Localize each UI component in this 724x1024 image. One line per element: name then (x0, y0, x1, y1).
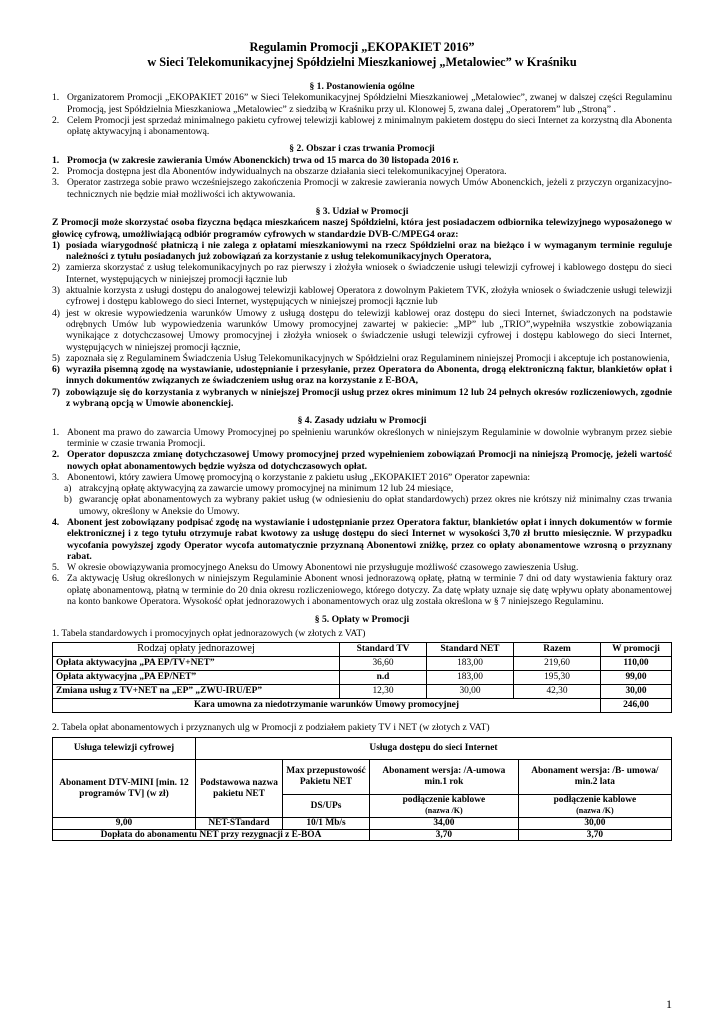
table-cell: 36,60 (340, 656, 427, 670)
table-cell: n.d (340, 670, 427, 684)
table-cell: NET-STandard (196, 817, 283, 829)
section-1-list (52, 92, 672, 137)
table-1-caption: 1. Tabela standardowych i promocyjnych opłat jednorazowych (w złotych z VAT) (52, 627, 366, 639)
section-1-heading: § 1. Postanowienia ogólne (309, 81, 415, 92)
table-header: Max przepustowość Pakietu NET (283, 760, 370, 795)
list-item: 3) aktualnie korzysta z usługi dostępu do analogowej telewizji kablowej Operatora z dowolnym Pakietem TVK, złożyła wniosek o świadczenie usługi telewizji cyfrowej i dostępu kablowego do sieci Internet, występujących w niniejszej promocji łącznie lub (52, 285, 672, 308)
table-cell: 42,30 (514, 684, 601, 698)
list-item: 3. Abonentowi, który zawiera Umowę promocyjną o korzystanie z pakietu usług „EKOPAKIET 2016” Operator zapewnia: (52, 471, 531, 483)
table-header: DS/UPs (283, 795, 370, 818)
table-row (53, 670, 672, 684)
list-item: 5. W okresie obowiązywania promocyjnego Aneksu do Umowy Abonentowi nie przysługuje możliwość czasowego zawieszenia Usług. (52, 562, 579, 574)
table-header: Usługa dostępu do sieci Internet (196, 738, 672, 760)
table-header: Abonament wersja: /B- umowa/ min.2 lata (518, 760, 671, 795)
table-cell: Opłata aktywacyjna „PA EP/TV+NET” (53, 656, 340, 670)
table-cell: 183,00 (427, 670, 514, 684)
list-item: 1) posiada wiarygodność płatniczą i nie zalega z opłatami mieszkaniowymi na rzecz Spółdzielni oraz na bieżąco i w wymaganym terminie reguluje należności z tytułu posiadanych już zobowiązań za korzystanie z usług telekomunikacyjnych Operatora, (52, 239, 672, 263)
table-cell: 30,00 (601, 684, 672, 698)
sub-item: a) atrakcyjną opłatę aktywacyjną za zawarcie umowy promocyjnej na minimum 12 lub 24 miesiące, (64, 483, 454, 495)
table-row (53, 656, 672, 670)
document-title: Regulamin Promocji „EKOPAKIET 2016” (249, 40, 475, 54)
list-item: 5) zapoznała się z Regulaminem Świadczenia Usług Telekomunikacyjnych w Spółdzielni oraz Regulaminem niniejszej Promocji i akceptuje ich postanowienia, (52, 352, 670, 364)
table-cell: 219,60 (514, 656, 601, 670)
list-item: 3. Operator zastrzega sobie prawo wcześniejszego zakończenia Promocji w zakresie zawierania nowych Umów Abonenckich, jeżeli z przyczyn organizacyjno-technicznych nie będzie miał możliwości ich aktywowania. (52, 177, 672, 200)
list-item: 6) wyraziła pisemną zgodę na wystawianie, udostępnianie i przesyłanie, przez Operatora do Abonenta, drogą elektroniczną faktur, blankietów opłat i innych dokumentów związanych ze świadczeniem usług oraz na korzystanie z E-BOA, (52, 364, 672, 387)
document-subtitle: w Sieci Telekomunikacyjnej Spółdzielni Mieszkaniowej „Metalowiec” w Kraśniku (147, 55, 577, 69)
table-header: Abonament DTV-MINI [min. 12 programów TV] (w zł) (53, 760, 196, 818)
table-header: Podstawowa nazwa pakietu NET (196, 760, 283, 818)
table-cell: 30,00 (518, 817, 671, 829)
sub-item: b) gwarancję opłat abonamentowych za wybrany pakiet usług (w odniesieniu do opłat standardowych) przez okres nie krótszy niż minimalny czas trwania umowy, określony w Aneksie do Umowy. (64, 494, 672, 517)
table-cell: 246,00 (601, 698, 672, 712)
section-3-intro: Z Promocji może skorzystać osoba fizyczna będąca mieszkańcem naszej Spółdzielni, która jest posiadaczem odbiornika telewizyjnego wyposażonego w głowicę cyfrową, umożliwiającą odbiór programów cyfrowych w standardzie DVB-C/MPEG4 oraz: (52, 217, 672, 240)
table-cell: 9,00 (53, 817, 196, 829)
section-3-heading: § 3. Udział w Promocji (315, 205, 409, 217)
table-header: Standard TV (340, 642, 427, 656)
table-2-caption: 2. Tabela opłat abonamentowych i przyznanych ulg w Promocji z podziałem pakiety TV i NET (w złotych z VAT) (52, 721, 490, 733)
table-cell: 99,00 (601, 670, 672, 684)
table-cell: 3,70 (518, 829, 671, 841)
table-cell: 12,30 (340, 684, 427, 698)
table-cell: Zmiana usług z TV+NET na „EP” „ZWU-IRU/EP” (53, 684, 340, 698)
list-item: 2. Operator dopuszcza zmianę dotychczasowej Umowy promocyjnej przed wypełnieniem zobowiązań Promocji na niniejszą Promocję, jeżeli wartość nowych opłat abonamentowych będzie wyższa od dotychczasowych opłat. (52, 449, 672, 472)
list-item: 4. Abonent jest zobowiązany podpisać zgodę na wystawianie i udostępnianie przez Operatora faktur, blankietów opłat i innych dokumentów w formie elektronicznej i z tego tytułu otrzymuje rabat kwotowy za usługę dostępu do sieci Internet w wysokości 3,70 zł brutto miesięcznie. W przypadku wycofania powyższej zgody Operator wycofa automatycznie przyznaną Abonentowi zniżkę, przez co opłaty abonamentowe wzrosną o przyznany rabat. (52, 516, 672, 562)
table-row (53, 829, 672, 841)
table-cell: 183,00 (427, 656, 514, 670)
one-time-fees-table (52, 642, 672, 713)
list-item: 6. Za aktywację Usług określonych w niniejszym Regulaminie Abonent wnosi jednorazową opłatę, płatną w terminie 7 dni od daty wystawienia faktury oraz opłatę abonamentową, płatną w terminie do 20 dnia okresu rozliczeniowego, którego dotyczy. Za datę wpłaty uznaje się datę wpływu opłaty abonamentowej na konto bankowe Operatora. Wysokość opłat jednorazowych i abonamentowych oraz ulg została określona w § 7 niniejszego Regulaminu. (52, 573, 672, 608)
section-4-heading: § 4. Zasady udziału w Promocji (297, 415, 427, 427)
list-item: 2. Promocja dostępna jest dla Abonentów indywidualnych na obszarze działania sieci telekomunikacyjnej Operatora. (52, 166, 507, 178)
table-row (53, 698, 672, 712)
list-item: 4) jest w okresie wypowiedzenia warunków Umowy z usługą dostępu do telewizji kablowej oraz dostępu do sieci Internet, świadczonych na podstawie odrębnych Umów lub wypowiedzenia warunków Umowy promocyjnej zawartej w pakiecie: „MP” lub „TRIO”,wypełniła wszystkie zobowiązania wynikające z dotychczasowej Umowy promocyjnej i złożyła wniosek o świadczenie usługi telewizji cyfrowej i dostępu kablowego do sieci Internet, występujących w niniejszej promocji łącznie, (52, 307, 672, 353)
table-header: Razem (514, 642, 601, 656)
section-3-list (52, 240, 672, 409)
list-item: 2. Celem Promocji jest sprzedaż minimalnego pakietu cyfrowej telewizji kablowej z minimalnym pakietem dostępu do sieci Internet za korzystną dla Abonenta opłatę aktywacyjną i abonamentową. (52, 114, 672, 138)
table-header: podłączenie kablowe (nazwa /K) (370, 795, 519, 818)
table-header: Usługa telewizji cyfrowej (53, 738, 196, 760)
list-item: 1. Abonent ma prawo do zawarcia Umowy Promocyjnej po spełnieniu warunków określonych w niniejszym Regulaminie w dowolnie wybranym przez siebie terminie w czasie trwania Promocji. (52, 426, 672, 449)
table-cell: 3,70 (370, 829, 519, 841)
table-header: Standard NET (427, 642, 514, 656)
table-cell: Dopłata do abonamentu NET przy rezygnacji z E-BOA (53, 829, 370, 841)
table-cell: 110,00 (601, 656, 672, 670)
table-cell: 34,00 (370, 817, 519, 829)
table-cell: 30,00 (427, 684, 514, 698)
list-item: 2) zamierza skorzystać z usług telekomunikacyjnych po raz pierwszy i złożyła wniosek o świadczenie usługi telewizji cyfrowej i kablowego dostępu do sieci Internet, występujących w niniejszej promocji łącznie lub (52, 262, 672, 285)
table-header: W promocji (601, 642, 672, 656)
table-cell: Kara umowna za niedotrzymanie warunków Umowy promocyjnej (53, 698, 601, 712)
section-4-list (52, 427, 672, 608)
list-item: 1. Organizatorem Promocji „EKOPAKIET 2016” w Sieci Telekomunikacyjnej Spółdzielni Mieszkaniowej „Metalowiec”, zwanej w dalszej części Regulaminu Promocją, jest Spółdzielnia Mieszkaniowa „Metalowiec” z siedzibą w Kraśniku przy ul. Klonowej 5, zwana dalej „Operatorem” lub „Stroną” . (52, 92, 672, 115)
subscription-fees-table (52, 737, 672, 841)
table-cell: Opłata aktywacyjna „PA EP/NET” (53, 670, 340, 684)
table-row (53, 817, 672, 829)
table-cell: 195,30 (514, 670, 601, 684)
page-number: 1 (666, 996, 672, 1011)
table-header: Abonament wersja: /A-umowa min.1 rok (370, 760, 519, 795)
list-item: 7) zobowiązuje się do korzystania z wybranych w niniejszej Promocji usług przez okres minimum 12 lub 24 pełnych okresów rozliczeniowych, zgodnie z wybraną opcją w Umowie abonenckiej. (52, 386, 672, 410)
table-row (53, 684, 672, 698)
table-header: Rodzaj opłaty jednorazowej (53, 642, 340, 656)
section-5-heading: § 5. Opłaty w Promocji (314, 614, 410, 626)
section-2-list (52, 155, 672, 200)
document-page (52, 0, 672, 841)
table-cell: 10/1 Mb/s (283, 817, 370, 829)
section-2-heading: § 2. Obszar i czas trwania Promocji (289, 143, 435, 155)
table-header: podłączenie kablowe (nazwa /K) (518, 795, 671, 818)
list-item: 1. Promocja (w zakresie zawierania Umów Abonenckich) trwa od 15 marca do 30 listopada 2016 r. (52, 154, 459, 166)
